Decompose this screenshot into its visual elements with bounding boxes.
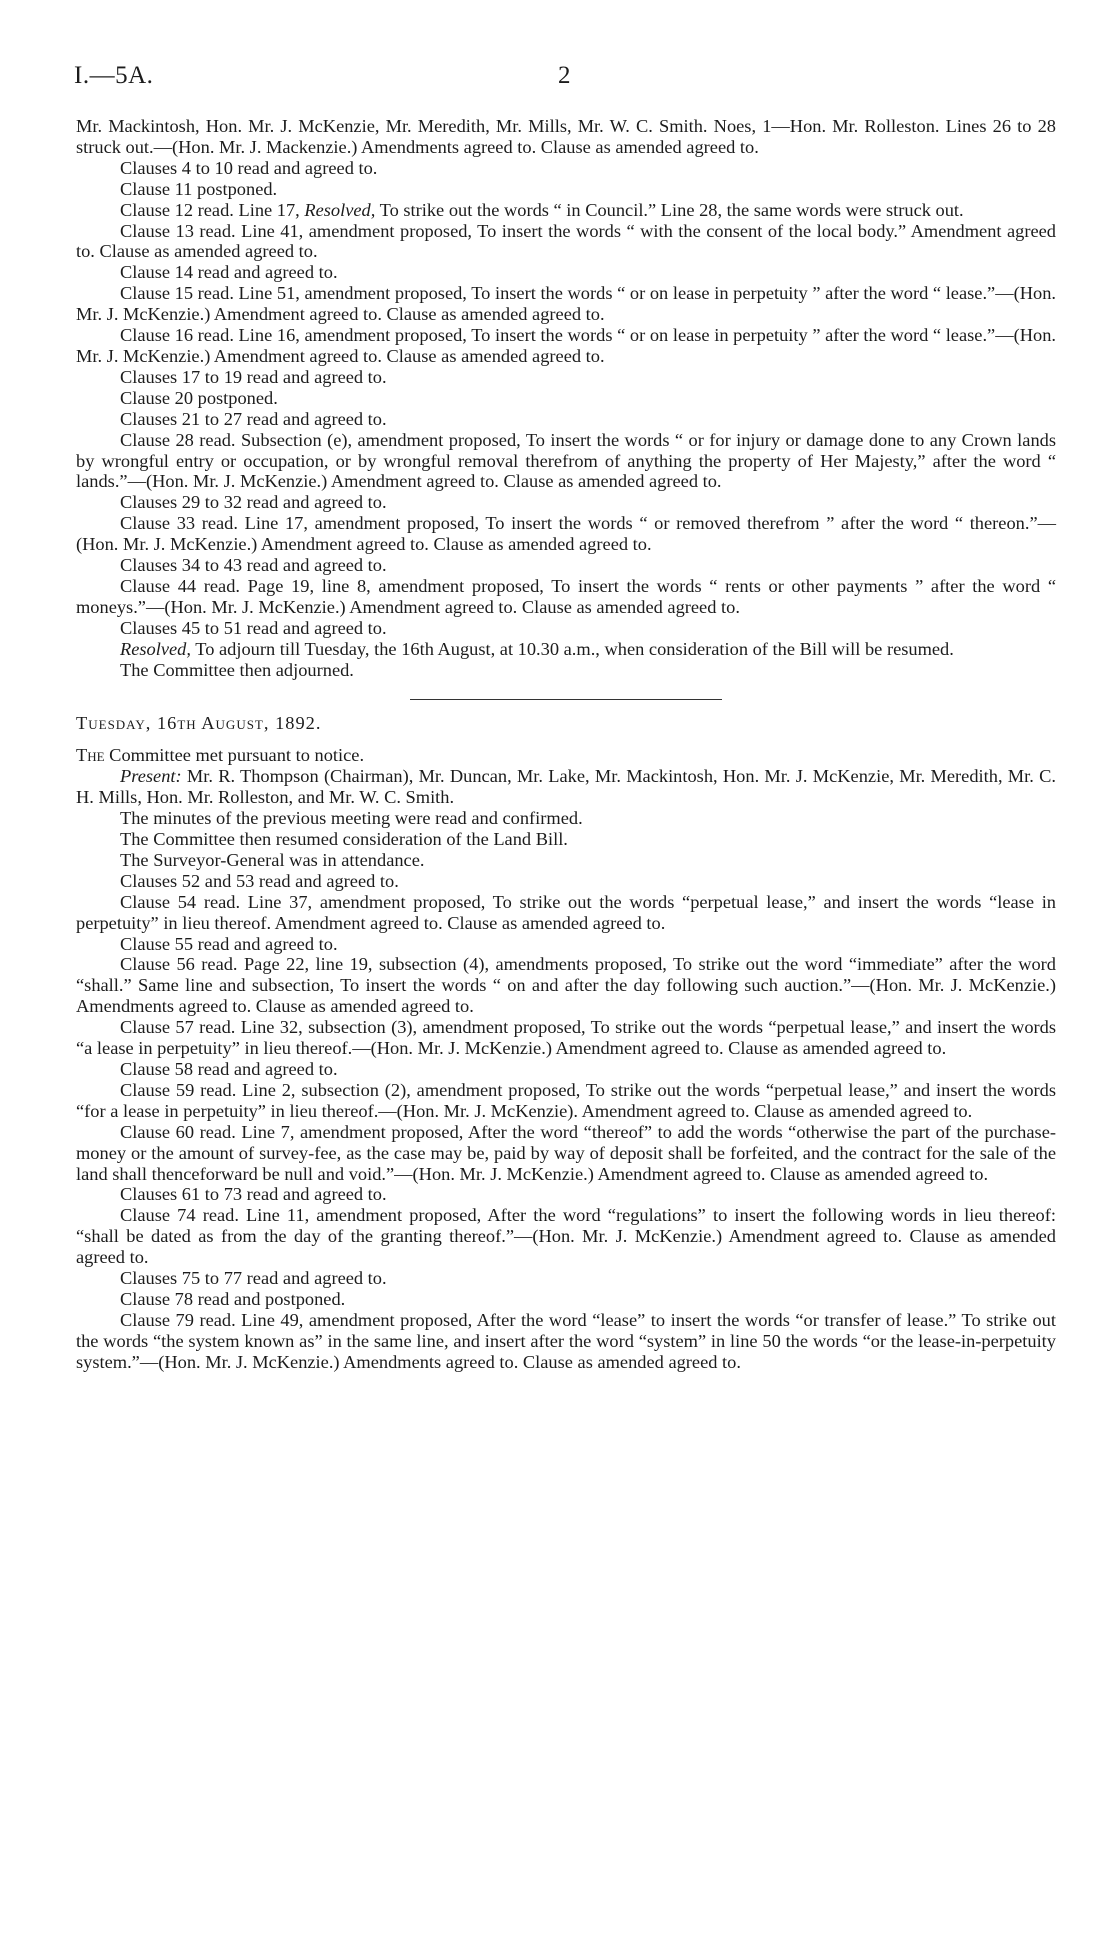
paragraph: The Surveyor-General was in attendance.: [120, 849, 425, 870]
paragraph: The Committee then resumed consideration of the Land Bill.: [120, 829, 568, 849]
paragraph: Clauses 21 to 27 read and agreed to.: [120, 408, 387, 429]
paragraph: Clause 78 read and postponed.: [120, 1288, 346, 1309]
paragraph-closing: The Committee then adjourned.: [120, 659, 354, 680]
paragraph: Clauses 61 to 73 read and agreed to.: [120, 1184, 387, 1205]
paragraph: The minutes of the previous meeting were read and confirmed.: [120, 808, 583, 829]
paragraph: Clause 74 read. Line 11, amendment proposed, After the word “regulations” to insert the following words in lieu thereof: “shall be dated as from the day of the granting thereof.”—(Hon. Mr. J. McKenzie.) Amendment agreed to. Clause as amended agreed to.: [76, 1205, 1056, 1268]
paragraph: Clause 44 read. Page 19, line 8, amendment proposed, To insert the words “ rents or other payments ” after the word “ moneys.”—(Hon. Mr. J. McKenzie.) Amendment agreed to. Clause as amended agreed to.: [76, 575, 1056, 617]
paragraph: Clause 14 read and agreed to.: [120, 262, 338, 283]
minutes-body: [76, 116, 1056, 1373]
paragraph-clause-12: Clause 12 read. Line 17, Resolved, To strike out the words “ in Council.” Line 28, the same words were struck out.: [120, 199, 964, 220]
paragraph: Clause 79 read. Line 49, amendment proposed, After the word “lease” to insert the words “or transfer of lease.” To strike out the words “the system known as” in the same line, and insert after the word “system” in line 50 the words “or the lease-in-perpetuity system.”—(Hon. Mr. J. McKenzie.) Amendments agreed to. Clause as amended agreed to.: [76, 1309, 1056, 1372]
paragraph-present: Present: Mr. R. Thompson (Chairman), Mr. Duncan, Mr. Lake, Mr. Mackintosh, Hon. Mr. J. McKenzie, Mr. Meredith, Mr. C. H. Mills, Hon. Mr. Rolleston, and Mr. W. C. Smith.: [76, 766, 1056, 808]
page-number: 2: [558, 62, 571, 89]
paragraph-opening: The Committee met pursuant to notice.: [76, 745, 365, 766]
paragraph: Clauses 34 to 43 read and agreed to.: [120, 555, 387, 576]
date-heading: Tuesday, 16th August, 1892.: [76, 713, 322, 734]
paper-reference: I.—5A.: [74, 62, 154, 89]
paragraph: Clause 15 read. Line 51, amendment proposed, To insert the words “ or on lease in perpetuity ” after the word “ lease.”—(Hon. Mr. J. McKenzie.) Amendment agreed to. Clause as amended agreed to.: [76, 283, 1056, 325]
paragraph: Clauses 75 to 77 read and agreed to.: [120, 1268, 387, 1289]
paragraph: Clause 57 read. Line 32, subsection (3), amendment proposed, To strike out the words “perpetual lease,” and insert the words “a lease in perpetuity” in lieu thereof.—(Hon. Mr. J. McKenzie.) Amendment agreed to. Clause as amended agreed to.: [76, 1017, 1056, 1059]
paragraph: Clause 28 read. Subsection (e), amendment proposed, To insert the words “ or for injury or damage done to any Crown lands by wrongful entry or occupation, or by wrongful removal therefrom of anything the property of Her Majesty,” after the word “ lands.”—(Hon. Mr. J. McKenzie.) Amendment agreed to. Clause as amended agreed to.: [76, 429, 1056, 492]
paragraph-adjourn-resolution: Resolved, To adjourn till Tuesday, the 16th August, at 10.30 a.m., when consideration of the Bill will be resumed.: [120, 638, 954, 659]
paragraph: Clause 16 read. Line 16, amendment proposed, To insert the words “ or on lease in perpetuity ” after the word “ lease.”—(Hon. Mr. J. McKenzie.) Amendment agreed to. Clause as amended agreed to.: [76, 325, 1056, 366]
paragraph: Clause 11 postponed.: [120, 178, 278, 199]
paragraph: Clauses 52 and 53 read and agreed to.: [120, 870, 399, 891]
paragraph: Clause 13 read. Line 41, amendment proposed, To insert the words “ with the consent of the local body.” Amendment agreed to. Clause as amended agreed to.: [76, 220, 1056, 262]
paragraph: Mr. Mackintosh, Hon. Mr. J. McKenzie, Mr. Meredith, Mr. Mills, Mr. W. C. Smith. Noes, 1—Hon. Mr. Rolleston. Lines 26 to 28 struck out.—(Hon. Mr. J. Mackenzie.) Amendments agreed to. Clause as amended agreed to.: [76, 116, 1056, 157]
paragraph: Clause 33 read. Line 17, amendment proposed, To insert the words “ or removed therefrom ” after the word “ thereon.”—(Hon. Mr. J. McKenzie.) Amendment agreed to. Clause as amended agreed to.: [76, 513, 1056, 555]
paragraph: Clauses 4 to 10 read and agreed to.: [120, 157, 378, 178]
paragraph: Clause 54 read. Line 37, amendment proposed, To strike out the words “perpetual lease,” and insert the words “lease in perpetuity” in lieu thereof. Amendment agreed to. Clause as amended agreed to.: [76, 891, 1056, 933]
paragraph: Clause 58 read and agreed to.: [120, 1058, 338, 1079]
section-divider: [410, 699, 722, 700]
paragraph: Clauses 17 to 19 read and agreed to.: [120, 366, 387, 387]
paragraph: Clause 60 read. Line 7, amendment proposed, After the word “thereof” to add the words “otherwise the part of the purchase-money or the amount of survey-fee, as the case may be, paid by way of deposit shall be forfeited, and the contract for the sale of the land shall thenceforward be null and void.”—(Hon. Mr. J. McKenzie.) Amendment agreed to. Clause as amended agreed to.: [76, 1121, 1056, 1184]
paragraph: Clause 55 read and agreed to.: [120, 933, 338, 954]
paragraph: Clause 56 read. Page 22, line 19, subsection (4), amendments proposed, To strike out the word “immediate” after the word “shall.” Same line and subsection, To insert the words “ on and after the day following such auction.”—(Hon. Mr. J. McKenzie.) Amendments agreed to. Clause as amended agreed to.: [76, 954, 1056, 1017]
paragraph: Clause 20 postponed.: [120, 387, 278, 408]
paragraph: Clauses 29 to 32 read and agreed to.: [120, 492, 387, 513]
paragraph: Clause 59 read. Line 2, subsection (2), amendment proposed, To strike out the words “perpetual lease,” and insert the words “for a lease in perpetuity” in lieu thereof.—(Hon. Mr. J. McKenzie). Amendment agreed to. Clause as amended agreed to.: [76, 1079, 1056, 1121]
paragraph: Clauses 45 to 51 read and agreed to.: [120, 617, 387, 638]
